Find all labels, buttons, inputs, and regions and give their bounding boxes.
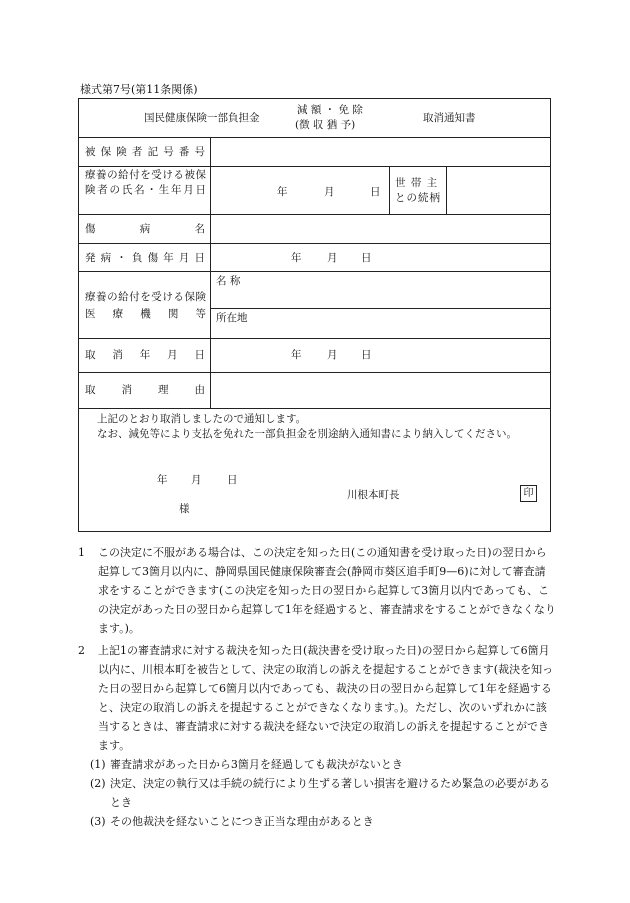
row-divider [79,338,550,339]
addressee-suffix: 様 [179,503,190,515]
recipient-label: 療養の給付を受ける被保険者の氏名・生年月日 [85,169,206,196]
onset-month: 月 [327,252,338,264]
note-2-item-3 [78,812,556,831]
row-divider [79,372,550,373]
recipient-birth-month: 月 [324,186,335,198]
disease-name-label: 傷 病 名 [85,223,205,235]
onset-year: 年 [291,252,302,264]
note-2-item-2-number: (2) [90,777,106,790]
cancel-date-label: 取 消 年 月 日 [85,349,205,361]
note-2-item-1-number: (1) [90,758,106,771]
cancellation-notice-form [78,98,551,532]
note-1-number: 1 [78,546,85,559]
note-1 [78,543,556,638]
medical-institution-label: 療養の給付を受ける保険医療機関等 [85,291,206,320]
insured-number-label: 被保険者記号番号 [85,146,205,158]
notice-line-2: なお、減免等により支払を免れた一部負担金を別途納入通知書により納入してください。 [97,428,517,440]
note-2 [78,641,556,755]
recipient-birth-day: 日 [370,186,381,198]
note-2-item-3-number: (3) [90,815,106,828]
institution-name-label: 名 称 [216,275,241,287]
institution-address-label: 所在地 [216,312,248,324]
seal-mark: 印 [520,485,537,502]
cancel-month: 月 [327,349,338,361]
title-right: 取消通知書 [423,112,476,124]
row-divider [79,166,550,167]
form-number: 様式第7号(第11条関係) [80,83,198,96]
title-left: 国民健康保険一部負担金 [144,112,260,124]
mayor-name: 川根本町長 [347,489,400,501]
column-divider [446,166,447,214]
notice-line-1: 上記のとおり取消しましたので通知します。 [97,413,307,425]
row-divider [79,408,550,409]
cancel-year: 年 [291,349,302,361]
note-2-item-2 [78,774,556,812]
note-2-item-2-text: 決定、決定の執行又は手続の続行により生ずる著しい損害を避けるため緊急の必要があるとき [110,777,550,809]
row-divider [79,137,550,138]
row-divider [79,243,550,244]
notice-date-day: 日 [227,474,238,486]
column-divider [210,137,211,408]
notice-date-month: 月 [191,474,202,486]
note-2-text: 上記1の審査請求に対する裁決を知った日(裁決書を受け取った日)の翌日から起算して6箇月以内に、川根本町を被告として、決定の取消しの訴えを提起することができます(裁決を知った日の翌日から起算して6箇月以内であっても、裁決の日の翌日から起算して1年を経過すると、決定の取消しの訴えを提起することができなくなります。)。ただし、次のいずれかに該当するときは、審査請求に対する裁決を経ないで決定の取消しの訴えを提起することができます。 [98,644,554,752]
note-2-number: 2 [78,644,85,657]
recipient-birth-year: 年 [277,186,288,198]
row-divider [79,214,550,215]
note-2-item-1 [78,755,556,774]
onset-day: 日 [361,252,372,264]
appeal-notes-2 [78,641,556,831]
title-option-top: 減 額 ・ 免 除 [297,104,363,116]
notice-date-year: 年 [157,474,168,486]
note-1-text: この決定に不服がある場合は、この決定を知った日(この通知書を受け取った日)の翌日から起算して3箇月以内に、静岡県国民健康保険審査会(静岡市葵区追手町9—6)に対して審査請求をすることができます(この決定を知った日の翌日から起算して3箇月以内であっても、この決定があった日の翌日から起算して1年を経過すると、審査請求をすることができなくなります。)。 [98,546,556,635]
note-2-item-3-text: その他裁決を経ないことにつき正当な理由があるとき [110,815,374,828]
row-divider [79,271,550,272]
cancel-reason-label: 取 消 理 由 [85,384,205,396]
column-divider [389,166,390,214]
row-divider [211,308,550,309]
note-2-item-1-text: 審査請求があった日から3箇月を経過しても裁決がないとき [110,758,403,771]
household-relation-label: 世 帯 主との続柄 [395,177,441,204]
onset-date-label: 発病・負傷年月日 [85,252,205,264]
title-option-bottom: (徴 収 猶 予) [295,119,356,131]
appeal-notes [78,543,556,638]
cancel-day: 日 [361,349,372,361]
